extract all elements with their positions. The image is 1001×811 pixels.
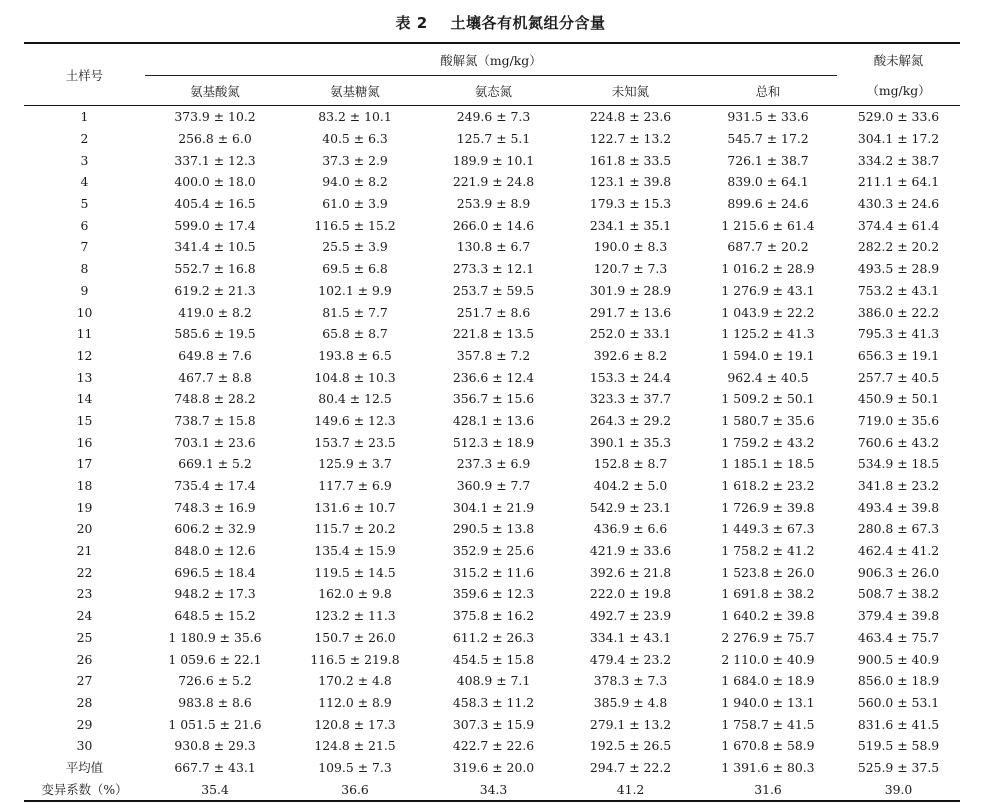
ammonium-n-cell: 422.7 ± 22.6: [452, 738, 535, 754]
sample-cell: 8: [80, 261, 89, 277]
table-row: [24, 301, 960, 323]
ammonium-n-cell: 266.0 ± 14.6: [452, 217, 535, 233]
header-acid-unhydrolyzed-unit: （mg/kg）: [866, 83, 931, 99]
table-row: [24, 453, 960, 475]
total-cell: 1 684.0 ± 18.9: [721, 673, 815, 689]
table-row: [24, 583, 960, 605]
total-cell: 545.7 ± 17.2: [727, 131, 809, 147]
unknown-n-cell: 492.7 ± 23.9: [589, 608, 672, 624]
table-row: [24, 431, 960, 453]
ammonium-n-cell: 352.9 ± 25.6: [452, 543, 535, 559]
unknown-n-cell: 392.6 ± 8.2: [593, 347, 668, 363]
ammonium-n-cell: 253.9 ± 8.9: [456, 196, 531, 212]
sample-cell: 5: [80, 196, 89, 212]
table-caption: 表 2 土壤各有机氮组分含量: [395, 14, 606, 32]
table-row: [24, 280, 960, 302]
acid-unhydrolyzed-cell: 760.6 ± 43.2: [857, 434, 940, 450]
table-row: [24, 627, 960, 649]
acid-unhydrolyzed-cell: 430.3 ± 24.6: [857, 196, 940, 212]
acid-unhydrolyzed-cell: 379.4 ± 39.8: [857, 608, 940, 624]
total-cell: 1 185.1 ± 18.5: [721, 456, 815, 472]
ammonium-n-cell: 319.6 ± 20.0: [452, 759, 535, 775]
table-row: [24, 193, 960, 215]
sample-cell: 6: [80, 217, 89, 233]
amino-acid-n-cell: 726.6 ± 5.2: [178, 673, 252, 689]
sample-cell: 23: [76, 586, 93, 602]
header-total: 总和: [755, 83, 781, 99]
sample-cell: 平均值: [65, 760, 104, 776]
ammonium-n-cell: 273.3 ± 12.1: [452, 261, 535, 277]
acid-unhydrolyzed-cell: 374.4 ± 61.4: [857, 217, 940, 233]
unknown-n-cell: 192.5 ± 26.5: [589, 738, 672, 754]
amino-acid-n-cell: 337.1 ± 12.3: [174, 152, 256, 168]
table-row: [24, 475, 960, 497]
sample-cell: 1: [80, 109, 89, 125]
amino-acid-n-cell: 669.1 ± 5.2: [178, 456, 252, 472]
table-row: [24, 345, 960, 367]
unknown-n-cell: 161.8 ± 33.5: [589, 152, 672, 168]
ammonium-n-cell: 221.9 ± 24.8: [452, 174, 535, 190]
unknown-n-cell: 385.9 ± 4.8: [593, 694, 668, 710]
sample-cell: 26: [76, 651, 93, 667]
sample-cell: 12: [76, 347, 93, 363]
table-row: [24, 605, 960, 627]
amino-acid-n-cell: 703.1 ± 23.6: [174, 434, 256, 450]
ammonium-n-cell: 130.8 ± 6.7: [456, 239, 531, 255]
sample-cell: 13: [76, 369, 93, 385]
unknown-n-cell: 542.9 ± 23.1: [589, 499, 672, 515]
table-row: [24, 236, 960, 258]
amino-sugar-n-cell: 81.5 ± 7.7: [322, 304, 388, 320]
ammonium-n-cell: 454.5 ± 15.8: [452, 651, 535, 667]
amino-sugar-n-cell: 120.8 ± 17.3: [314, 716, 396, 732]
amino-acid-n-cell: 1 059.6 ± 22.1: [168, 651, 262, 667]
ammonium-n-cell: 236.6 ± 12.4: [452, 369, 535, 385]
amino-acid-n-cell: 948.2 ± 17.3: [174, 586, 256, 602]
table-row: [24, 778, 960, 801]
amino-sugar-n-cell: 135.4 ± 15.9: [314, 543, 396, 559]
amino-sugar-n-cell: 153.7 ± 23.5: [314, 434, 396, 450]
ammonium-n-cell: 428.1 ± 13.6: [452, 412, 535, 428]
ammonium-n-cell: 611.2 ± 26.3: [452, 629, 535, 645]
unknown-n-cell: 190.0 ± 8.3: [593, 239, 668, 255]
total-cell: 1 670.8 ± 58.9: [721, 738, 815, 754]
total-cell: 1 618.2 ± 23.2: [721, 478, 815, 494]
acid-unhydrolyzed-cell: 280.8 ± 67.3: [857, 521, 940, 537]
unknown-n-cell: 404.2 ± 5.0: [593, 478, 668, 494]
table-row: [24, 258, 960, 280]
amino-acid-n-cell: 599.0 ± 17.4: [174, 217, 256, 233]
amino-acid-n-cell: 748.8 ± 28.2: [174, 391, 256, 407]
amino-sugar-n-cell: 36.6: [285, 778, 425, 801]
amino-acid-n-cell: 649.8 ± 7.6: [178, 347, 252, 363]
amino-acid-n-cell: 738.7 ± 15.8: [174, 412, 256, 428]
unknown-n-cell: 378.3 ± 7.3: [593, 673, 668, 689]
sample-cell: 24: [76, 608, 93, 624]
acid-unhydrolyzed-cell: 906.3 ± 26.0: [857, 564, 940, 580]
unknown-n-cell: 252.0 ± 33.1: [589, 326, 672, 342]
acid-unhydrolyzed-cell: 450.9 ± 50.1: [857, 391, 940, 407]
acid-unhydrolyzed-cell: 282.2 ± 20.2: [857, 239, 940, 255]
ammonium-n-cell: 290.5 ± 13.8: [452, 521, 535, 537]
table-row: [24, 713, 960, 735]
sample-cell: 变异系数（%）: [24, 778, 145, 801]
total-cell: 1 758.2 ± 41.2: [721, 543, 815, 559]
nitrogen-table: [24, 42, 960, 802]
amino-sugar-n-cell: 37.3 ± 2.9: [322, 152, 388, 168]
unknown-n-cell: 390.1 ± 35.3: [589, 434, 672, 450]
acid-unhydrolyzed-cell: 795.3 ± 41.3: [857, 326, 940, 342]
amino-acid-n-cell: 1 180.9 ± 35.6: [168, 629, 262, 645]
total-cell: 1 125.2 ± 41.3: [721, 326, 815, 342]
acid-unhydrolyzed-cell: 334.2 ± 38.7: [857, 152, 940, 168]
unknown-n-cell: 122.7 ± 13.2: [589, 131, 672, 147]
header-amino-sugar-n: 氨基糖氮: [330, 83, 380, 99]
header-acid-hydrolyzed-group: 酸解氮（mg/kg）: [145, 43, 837, 76]
acid-unhydrolyzed-cell: 493.4 ± 39.8: [857, 499, 940, 515]
total-cell: 1 523.8 ± 26.0: [721, 564, 815, 580]
amino-acid-n-cell: 585.6 ± 19.5: [174, 326, 256, 342]
amino-sugar-n-cell: 25.5 ± 3.9: [322, 239, 388, 255]
sample-cell: 30: [76, 738, 93, 754]
acid-unhydrolyzed-cell: 525.9 ± 37.5: [857, 759, 940, 775]
total-cell: 2 110.0 ± 40.9: [721, 651, 815, 667]
amino-acid-n-cell: 848.0 ± 12.6: [174, 543, 256, 559]
unknown-n-cell: 392.6 ± 21.8: [589, 564, 672, 580]
table-row: [24, 214, 960, 236]
amino-acid-n-cell: 256.8 ± 6.0: [178, 131, 252, 147]
acid-unhydrolyzed-cell: 560.0 ± 53.1: [857, 694, 940, 710]
acid-unhydrolyzed-cell: 656.3 ± 19.1: [857, 347, 940, 363]
table-row: [24, 648, 960, 670]
sample-cell: 9: [80, 282, 89, 298]
amino-acid-n-cell: 400.0 ± 18.0: [174, 174, 256, 190]
unknown-n-cell: 234.1 ± 35.1: [589, 217, 672, 233]
sample-cell: 17: [76, 456, 93, 472]
ammonium-n-cell: 458.3 ± 11.2: [452, 694, 535, 710]
amino-acid-n-cell: 619.2 ± 21.3: [174, 282, 256, 298]
acid-unhydrolyzed-cell: 386.0 ± 22.2: [857, 304, 940, 320]
amino-sugar-n-cell: 162.0 ± 9.8: [318, 586, 392, 602]
sample-cell: 22: [76, 564, 93, 580]
ammonium-n-cell: 307.3 ± 15.9: [452, 716, 535, 732]
amino-acid-n-cell: 405.4 ± 16.5: [174, 196, 256, 212]
amino-acid-n-cell: 467.7 ± 8.8: [178, 369, 252, 385]
sample-cell: 14: [76, 391, 93, 407]
table-row: [24, 128, 960, 150]
ammonium-n-cell: 253.7 ± 59.5: [452, 282, 535, 298]
amino-acid-n-cell: 667.7 ± 43.1: [174, 759, 256, 775]
ammonium-n-cell: 304.1 ± 21.9: [452, 499, 535, 515]
sample-cell: 4: [80, 174, 89, 190]
ammonium-n-cell: 359.6 ± 12.3: [452, 586, 535, 602]
sample-cell: 3: [80, 152, 89, 168]
total-cell: 1 726.9 ± 39.8: [721, 499, 815, 515]
amino-sugar-n-cell: 124.8 ± 21.5: [314, 738, 396, 754]
unknown-n-cell: 152.8 ± 8.7: [593, 456, 668, 472]
amino-acid-n-cell: 552.7 ± 16.8: [174, 261, 256, 277]
acid-unhydrolyzed-cell: 211.1 ± 64.1: [857, 174, 940, 190]
amino-sugar-n-cell: 193.8 ± 6.5: [318, 347, 392, 363]
acid-unhydrolyzed-cell: 462.4 ± 41.2: [857, 543, 940, 559]
acid-unhydrolyzed-cell: 856.0 ± 18.9: [857, 673, 940, 689]
amino-sugar-n-cell: 83.2 ± 10.1: [318, 109, 392, 125]
sample-cell: 19: [76, 499, 93, 515]
amino-sugar-n-cell: 117.7 ± 6.9: [318, 478, 392, 494]
amino-sugar-n-cell: 112.0 ± 8.9: [318, 694, 392, 710]
ammonium-n-cell: 125.7 ± 5.1: [456, 131, 531, 147]
unknown-n-cell: 294.7 ± 22.2: [589, 759, 672, 775]
ammonium-n-cell: 356.7 ± 15.6: [452, 391, 535, 407]
acid-unhydrolyzed-cell: 534.9 ± 18.5: [857, 456, 940, 472]
unknown-n-cell: 279.1 ± 13.2: [589, 716, 672, 732]
amino-acid-n-cell: 373.9 ± 10.2: [174, 109, 256, 125]
amino-acid-n-cell: 748.3 ± 16.9: [174, 499, 256, 515]
sample-cell: 21: [76, 543, 93, 559]
acid-unhydrolyzed-cell: 753.2 ± 43.1: [857, 282, 940, 298]
acid-unhydrolyzed-cell: 719.0 ± 35.6: [857, 412, 940, 428]
sample-cell: 29: [76, 716, 93, 732]
table-row: [24, 106, 960, 128]
table-row: [24, 410, 960, 432]
header-sample: 土样号: [65, 67, 104, 83]
total-cell: 1 043.9 ± 22.2: [721, 304, 815, 320]
ammonium-n-cell: 237.3 ± 6.9: [456, 456, 531, 472]
amino-acid-n-cell: 341.4 ± 10.5: [174, 239, 256, 255]
ammonium-n-cell: 221.8 ± 13.5: [452, 326, 535, 342]
unknown-n-cell: 291.7 ± 13.6: [589, 304, 672, 320]
unknown-n-cell: 334.1 ± 43.1: [589, 629, 672, 645]
unknown-n-cell: 222.0 ± 19.8: [589, 586, 672, 602]
total-cell: 1 594.0 ± 19.1: [721, 347, 815, 363]
sample-cell: 18: [76, 478, 93, 494]
acid-unhydrolyzed-cell: 257.7 ± 40.5: [857, 369, 940, 385]
total-cell: 687.7 ± 20.2: [727, 239, 809, 255]
unknown-n-cell: 224.8 ± 23.6: [589, 109, 672, 125]
header-acid-unhydrolyzed: 酸未解氮: [873, 52, 924, 68]
amino-sugar-n-cell: 102.1 ± 9.9: [318, 282, 392, 298]
total-cell: 1 016.2 ± 28.9: [721, 261, 815, 277]
ammonium-n-cell: 249.6 ± 7.3: [456, 109, 531, 125]
amino-sugar-n-cell: 80.4 ± 12.5: [318, 391, 392, 407]
amino-sugar-n-cell: 94.0 ± 8.2: [322, 174, 388, 190]
unknown-n-cell: 479.4 ± 23.2: [589, 651, 672, 667]
acid-unhydrolyzed-cell: 900.5 ± 40.9: [857, 651, 940, 667]
total-cell: 1 758.7 ± 41.5: [721, 716, 815, 732]
amino-sugar-n-cell: 119.5 ± 14.5: [314, 564, 396, 580]
amino-sugar-n-cell: 69.5 ± 6.8: [322, 261, 388, 277]
amino-sugar-n-cell: 125.9 ± 3.7: [318, 456, 392, 472]
total-cell: 1 215.6 ± 61.4: [721, 217, 815, 233]
ammonium-n-cell: 375.8 ± 16.2: [452, 608, 535, 624]
total-cell: 839.0 ± 64.1: [727, 174, 809, 190]
total-cell: 1 759.2 ± 43.2: [721, 434, 815, 450]
unknown-n-cell: 436.9 ± 6.6: [593, 521, 668, 537]
total-cell: 931.5 ± 33.6: [727, 109, 809, 125]
unknown-n-cell: 120.7 ± 7.3: [593, 261, 668, 277]
amino-acid-n-cell: 35.4: [145, 778, 285, 801]
ammonium-n-cell: 34.3: [425, 778, 562, 801]
total-cell: 1 940.0 ± 13.1: [721, 694, 815, 710]
acid-unhydrolyzed-cell: 463.4 ± 75.7: [857, 629, 940, 645]
amino-sugar-n-cell: 104.8 ± 10.3: [314, 369, 396, 385]
total-cell: 899.6 ± 24.6: [727, 196, 809, 212]
acid-unhydrolyzed-cell: 304.1 ± 17.2: [857, 131, 940, 147]
unknown-n-cell: 153.3 ± 24.4: [589, 369, 672, 385]
table-row: [24, 735, 960, 757]
table-body: [24, 106, 960, 802]
total-cell: 2 276.9 ± 75.7: [721, 629, 815, 645]
acid-unhydrolyzed-cell: 341.8 ± 23.2: [857, 478, 940, 494]
amino-sugar-n-cell: 123.2 ± 11.3: [314, 608, 396, 624]
amino-acid-n-cell: 930.8 ± 29.3: [174, 738, 256, 754]
amino-sugar-n-cell: 61.0 ± 3.9: [322, 196, 388, 212]
amino-sugar-n-cell: 116.5 ± 15.2: [314, 217, 396, 233]
unknown-n-cell: 421.9 ± 33.6: [589, 543, 672, 559]
acid-unhydrolyzed-cell: 508.7 ± 38.2: [857, 586, 940, 602]
unknown-n-cell: 323.3 ± 37.7: [589, 391, 672, 407]
table-row: [24, 149, 960, 171]
ammonium-n-cell: 360.9 ± 7.7: [456, 478, 531, 494]
amino-acid-n-cell: 696.5 ± 18.4: [174, 564, 256, 580]
table-row: [24, 757, 960, 779]
sample-cell: 20: [76, 521, 93, 537]
unknown-n-cell: 179.3 ± 15.3: [589, 196, 672, 212]
sample-cell: 25: [76, 629, 93, 645]
header-unknown-n: 未知氮: [611, 83, 650, 99]
table-row: [24, 496, 960, 518]
acid-unhydrolyzed-cell: 493.5 ± 28.9: [857, 261, 940, 277]
amino-sugar-n-cell: 150.7 ± 26.0: [314, 629, 396, 645]
ammonium-n-cell: 408.9 ± 7.1: [456, 673, 531, 689]
amino-acid-n-cell: 1 051.5 ± 21.6: [168, 716, 262, 732]
ammonium-n-cell: 512.3 ± 18.9: [452, 434, 535, 450]
amino-sugar-n-cell: 65.8 ± 8.7: [322, 326, 388, 342]
amino-acid-n-cell: 606.2 ± 32.9: [174, 521, 256, 537]
table-row: [24, 561, 960, 583]
sample-cell: 2: [80, 131, 89, 147]
sample-cell: 11: [76, 326, 93, 342]
total-cell: 1 580.7 ± 35.6: [721, 412, 815, 428]
amino-acid-n-cell: 983.8 ± 8.6: [178, 694, 252, 710]
table-row: [24, 670, 960, 692]
sample-cell: 16: [76, 434, 93, 450]
total-cell: 1 449.3 ± 67.3: [721, 521, 815, 537]
ammonium-n-cell: 189.9 ± 10.1: [452, 152, 535, 168]
total-cell: 1 391.6 ± 80.3: [721, 759, 815, 775]
amino-sugar-n-cell: 149.6 ± 12.3: [314, 412, 396, 428]
total-cell: 1 509.2 ± 50.1: [721, 391, 815, 407]
amino-sugar-n-cell: 115.7 ± 20.2: [314, 521, 396, 537]
amino-acid-n-cell: 735.4 ± 17.4: [174, 478, 256, 494]
acid-unhydrolyzed-cell: 39.0: [837, 778, 960, 801]
table-row: [24, 366, 960, 388]
total-cell: 1 691.8 ± 38.2: [721, 586, 815, 602]
amino-sugar-n-cell: 170.2 ± 4.8: [318, 673, 392, 689]
amino-acid-n-cell: 648.5 ± 15.2: [174, 608, 256, 624]
unknown-n-cell: 301.9 ± 28.9: [589, 282, 672, 298]
amino-sugar-n-cell: 131.6 ± 10.7: [314, 499, 396, 515]
ammonium-n-cell: 251.7 ± 8.6: [456, 304, 531, 320]
table-row: [24, 692, 960, 714]
total-cell: 31.6: [699, 778, 837, 801]
total-cell: 1 276.9 ± 43.1: [721, 282, 815, 298]
total-cell: 726.1 ± 38.7: [727, 152, 809, 168]
unknown-n-cell: 123.1 ± 39.8: [589, 174, 672, 190]
header-amino-acid-n: 氨基酸氮: [190, 83, 240, 99]
table-row: [24, 540, 960, 562]
amino-sugar-n-cell: 109.5 ± 7.3: [318, 759, 392, 775]
table-row: [24, 388, 960, 410]
sample-cell: 27: [76, 673, 93, 689]
ammonium-n-cell: 357.8 ± 7.2: [456, 347, 531, 363]
table-row: [24, 171, 960, 193]
sample-cell: 15: [76, 412, 93, 428]
unknown-n-cell: 264.3 ± 29.2: [589, 412, 672, 428]
table-row: [24, 518, 960, 540]
acid-unhydrolyzed-cell: 519.5 ± 58.9: [857, 738, 940, 754]
acid-unhydrolyzed-cell: 831.6 ± 41.5: [857, 716, 940, 732]
sample-cell: 10: [76, 304, 93, 320]
ammonium-n-cell: 315.2 ± 11.6: [452, 564, 535, 580]
sample-cell: 7: [80, 239, 89, 255]
amino-acid-n-cell: 419.0 ± 8.2: [178, 304, 252, 320]
header-ammonium-n: 氨态氮: [474, 83, 513, 99]
unknown-n-cell: 41.2: [562, 778, 699, 801]
table-row: [24, 323, 960, 345]
amino-sugar-n-cell: 116.5 ± 219.8: [310, 651, 400, 667]
total-cell: 962.4 ± 40.5: [727, 369, 809, 385]
amino-sugar-n-cell: 40.5 ± 6.3: [322, 131, 388, 147]
acid-unhydrolyzed-cell: 529.0 ± 33.6: [857, 109, 940, 125]
sample-cell: 28: [76, 694, 93, 710]
total-cell: 1 640.2 ± 39.8: [721, 608, 815, 624]
